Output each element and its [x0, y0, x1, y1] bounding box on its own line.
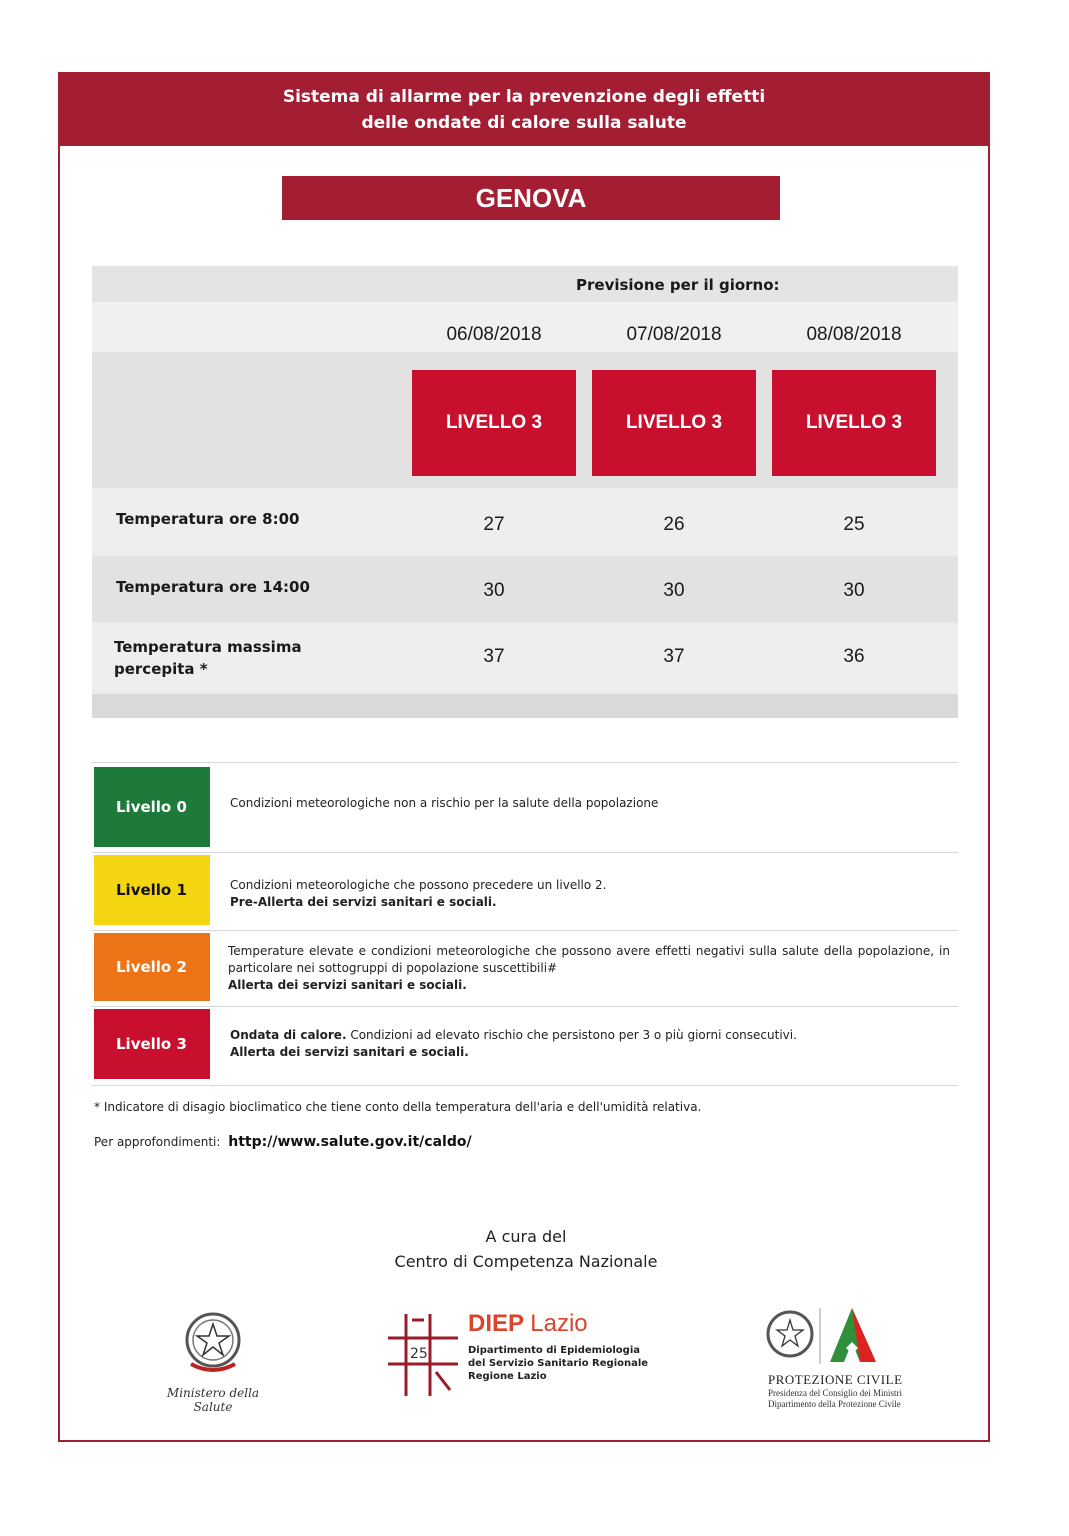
temp-row-label: Temperatura ore 14:00: [116, 578, 310, 596]
temp-value: 30: [843, 580, 865, 601]
svg-text:25: 25: [410, 1346, 428, 1362]
diep-region: Lazio: [530, 1310, 588, 1337]
level-description-bold: Allerta dei servizi sanitari e sociali.: [228, 978, 467, 992]
level-badge-day-1: LIVELLO 3: [412, 370, 576, 476]
level-swatch: [94, 1009, 210, 1079]
level-description: [230, 795, 952, 812]
pc-title: PROTEZIONE CIVILE: [768, 1372, 903, 1387]
protezione-civile-emblem-icon: [760, 1302, 910, 1370]
level-swatch-label: Livello 2: [116, 958, 187, 976]
level-description-text: Condizioni ad elevato rischio che persistono per 3 o più giorni consecutivi.: [346, 1028, 797, 1042]
diep-subtitle: [468, 1344, 648, 1383]
level-description: [230, 877, 952, 911]
more-info-link[interactable]: http://www.salute.gov.it/caldo/: [228, 1134, 472, 1150]
temp-value: 30: [663, 580, 685, 601]
forecast-table: [92, 266, 958, 718]
level-swatch: [94, 933, 210, 1001]
more-info-label: Per approfondimenti:: [94, 1135, 221, 1149]
level-description-text: Temperature elevate e condizioni meteorologiche che possono avere effetti negativi sulla salute della popolazione, in particolare nei sottogruppi di popolazione suscettibili#: [228, 944, 950, 975]
forecast-title-row: [92, 266, 958, 302]
level-badge-day-3: LIVELLO 3: [772, 370, 936, 476]
italian-emblem-icon: [177, 1306, 249, 1378]
credits-line-2: Centro di Competenza Nazionale: [394, 1252, 658, 1271]
level-description-bold: Allerta dei servizi sanitari e sociali.: [230, 1045, 469, 1059]
level-badge-day-2: LIVELLO 3: [592, 370, 756, 476]
legend-row-level-1: [92, 852, 958, 929]
legend-row-level-2: [92, 930, 958, 1005]
temp-value: 37: [483, 646, 505, 667]
city-title: GENOVA: [282, 176, 780, 220]
ministero-caption: Ministero della Salute: [166, 1386, 260, 1414]
pc-sub-line: Dipartimento della Protezione Civile: [768, 1399, 901, 1409]
temp-row-label: Temperatura massima percepita *: [114, 638, 302, 678]
level-description: [230, 1027, 952, 1061]
date-day-1: 06/08/2018: [446, 324, 542, 345]
diep-brand: DIEP: [468, 1310, 524, 1337]
date-day-2: 07/08/2018: [626, 324, 722, 345]
pc-sub-line: Presidenza del Consiglio dei Ministri: [768, 1388, 902, 1398]
level-description-text: Condizioni meteorologiche non a rischio per la salute della popolazione: [230, 796, 659, 810]
diep-lazio-logo: [384, 1310, 654, 1400]
legend-row-level-3: [92, 1006, 958, 1086]
diep-title: [468, 1310, 588, 1338]
levels-row: [92, 352, 958, 488]
legend-row-level-0: [92, 762, 958, 851]
protezione-civile-logo: [760, 1302, 910, 1412]
diep-mark-icon: [384, 1310, 462, 1400]
temp-value: 26: [663, 514, 685, 535]
more-info-line: [94, 1134, 472, 1150]
bulletin-frame: [58, 72, 990, 1442]
level-swatch: [94, 855, 210, 925]
temp-value: 36: [843, 646, 865, 667]
level-description-bold: Pre-Allerta dei servizi sanitari e sociali.: [230, 895, 497, 909]
temp-value: 27: [483, 514, 505, 535]
forecast-table-footer: [92, 694, 958, 718]
temp-row-label: Temperatura ore 8:00: [116, 510, 300, 528]
date-day-3: 08/08/2018: [806, 324, 902, 345]
bulletin-header: [60, 74, 988, 146]
temp-value: 30: [483, 580, 505, 601]
temp-row-8: [92, 488, 958, 554]
header-line-1: Sistema di allarme per la prevenzione degli effetti: [282, 87, 766, 107]
ministero-salute-logo: [148, 1306, 278, 1414]
temp-row-max: [92, 624, 958, 690]
level-swatch-label: Livello 0: [116, 798, 187, 816]
credits: [60, 1224, 992, 1274]
level-swatch-label: Livello 1: [116, 881, 187, 899]
level-swatch: [94, 767, 210, 847]
footnote: * Indicatore di disagio bioclimatico che tiene conto della temperatura dell'aria e dell'umidità relativa.: [94, 1100, 702, 1114]
diep-sub-line: Regione Lazio: [468, 1371, 547, 1382]
forecast-title: Previsione per il giorno:: [576, 276, 780, 294]
temp-value: 25: [843, 514, 865, 535]
temp-value: 37: [663, 646, 685, 667]
credits-line-1: A cura del: [485, 1227, 567, 1246]
dates-row: [92, 302, 958, 352]
diep-sub-line: Dipartimento di Epidemiologia: [468, 1345, 641, 1356]
header-line-2: delle ondate di calore sulla salute: [361, 113, 687, 133]
level-description-text: Condizioni meteorologiche che possono precedere un livello 2.: [230, 878, 607, 892]
diep-sub-line: del Servizio Sanitario Regionale: [468, 1358, 649, 1369]
pc-subtitle: [768, 1388, 902, 1410]
level-description: [228, 943, 950, 994]
level-swatch-label: Livello 3: [116, 1035, 187, 1053]
temp-row-14: [92, 556, 958, 622]
level-description-lead: Ondata di calore.: [230, 1028, 347, 1042]
